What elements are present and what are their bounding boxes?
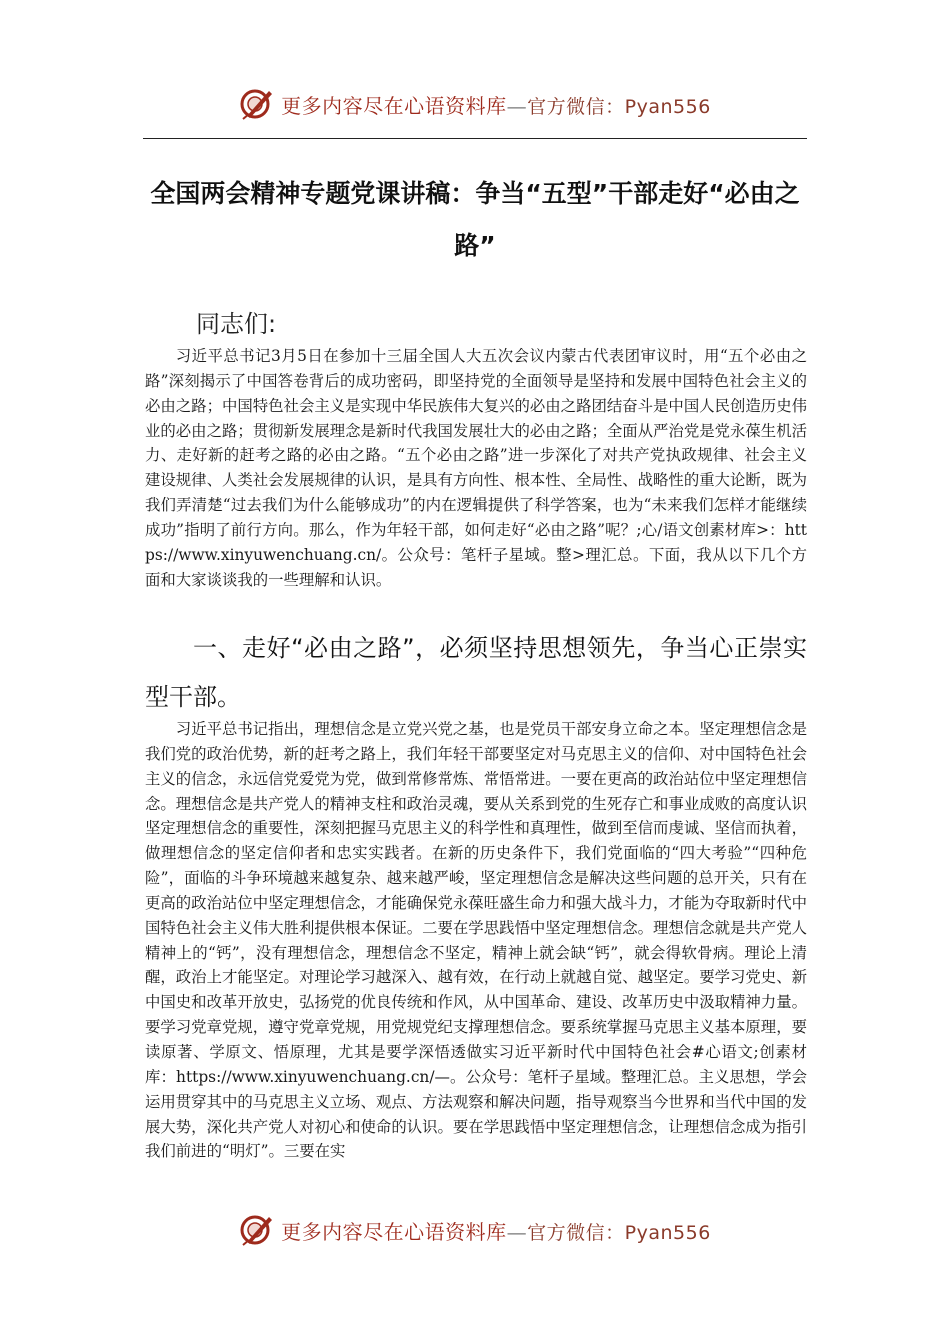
banner-text [281,90,711,119]
body-paragraph-2: 习近平总书记指出，理想信念是立党兴党之基，也是党员干部安身立命之本。坚定理想信念是我们党的政治优势，新的赶考之路上，我们年轻干部要坚定对马克思主义的信仰、对中国特色社会主义的信念，永远信党爱党为党，做到常修常炼、常悟常进。一要在更高的政治站位中坚定理想信念。理想信念是共产党人的精神支柱和政治灵魂，要从关系到党的生死存亡和事业成败的高度认识坚定理想信念的重要性，深刻把握马克思主义的科学性和真理性，做到至信而虔诚、坚信而执着，做理想信念的坚定信仰者和忠实实践者。在新的历史条件下，我们党面临的“四大考验”“四种危险”，面临的斗争环境越来越复杂、越来越严峻，坚定理想信念是解决这些问题的总开关，只有在更高的政治站位中坚定理想信念，才能确保党永葆旺盛生命力和强大战斗力，才能为夺取新时代中国特色社会主义伟大胜利提供根本保证。二要在学思践悟中坚定理想信念。理想信念就是共产党人精神上的“钙”，没有理想信念，理想信念不坚定，精神上就会缺“钙”，就会得软骨病。理论上清醒，政治上才能坚定。对理论学习越深入、越有效，在行动上就越自觉、越坚定。要学习党史、新中国史和改革开放史，弘扬党的优良传统和作风，从中国革命、建设、改革历史中汲取精神力量。要学习党章党规，遵守党章党规，用党规党纪支撑理想信念。要系统掌握马克思主义基本原理，要读原著、学原文、悟原理，尤其是要学深悟透做实习近平新时代中国特色社会#心语文;创素材库：https://www.xinyuwenchuang.cn/—。公众号：笔杆子星域。整理汇总。主义思想，学会运用贯穿其中的马克思主义立场、观点、方法观察和解决问题，指导观察当今世界和当代中国的发展大势，深化共产党人对初心和使命的认识。要在学思践悟中坚定理想信念，让理想信念成为指引我们前进的“明灯”。三要在实 [145,720,807,1161]
banner-wechat-text: 官方微信：Pyan556 [527,1221,711,1244]
salutation: 同志们: [196,310,277,338]
banner-main-text: 更多内容尽在心语资料库 [281,1219,507,1244]
brand-logo-icon [239,86,275,122]
banner-separator: — [506,93,528,118]
brand-logo-icon [239,1212,275,1248]
footer-banner [0,1210,950,1250]
header-banner [0,84,950,124]
banner-main-text: 更多内容尽在心语资料库 [281,93,507,118]
document-title: 全国两会精神专题党课讲稿：争当“五型”干部走好“必由之路” [150,179,800,260]
body-paragraph-1: 习近平总书记3月5日在参加十三届全国人大五次会议内蒙古代表团审议时，用“五个必由之路”深刻揭示了中国答卷背后的成功密码，即坚持党的全面领导是坚持和发展中国特色社会主义的必由之路；中国特色社会主义是实现中华民族伟大复兴的必由之路团结奋斗是中国人民创造历史伟业的必由之路；贯彻新发展理念是新时代我国发展壮大的必由之路；全面从严治党是党永葆生机活力、走好新的赶考之路的必由之路。“五个必由之路”进一步深化了对共产党执政规律、社会主义建设规律、人类社会发展规律的认识，是具有方向性、根本性、全局性、战略性的重大论断，既为我们弄清楚“过去我们为什么能够成功”的内在逻辑提供了科学答案，也为“未来我们怎样才能继续成功”指明了前行方向。那么，作为年轻干部，如何走好“必由之路”呢？;心/语文创素材库>：https://www.xinyuwenchuang.cn/。公众号：笔杆子星域。整>理汇总。下面，我从以下几个方面和大家谈谈我的一些理解和认识。 [145,347,807,589]
section-heading-1: 一、走好“必由之路”，必须坚持思想领先，争当心正崇实型干部。 [145,634,807,711]
header-divider [143,138,807,139]
banner-separator: — [506,1219,528,1244]
banner-wechat-text: 官方微信：Pyan556 [527,95,711,118]
banner-text [281,1216,711,1245]
